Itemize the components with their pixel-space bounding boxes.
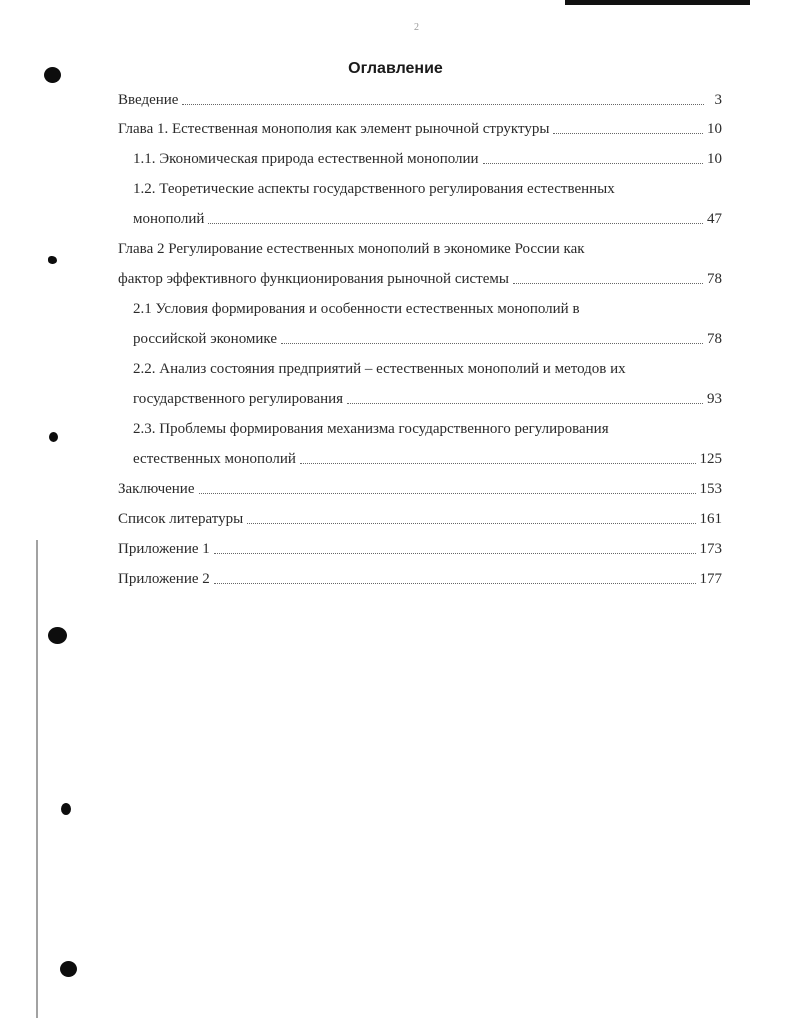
toc-leader-dots bbox=[483, 162, 703, 164]
toc-page-number: 78 bbox=[707, 271, 722, 287]
toc-page-number: 10 bbox=[707, 151, 722, 167]
toc-entry-text: Заключение bbox=[118, 481, 195, 497]
punch-hole-mark bbox=[60, 961, 77, 977]
toc-page-number: 93 bbox=[707, 391, 722, 407]
toc-entry-text: фактор эффективного функционирования рыночной системы bbox=[118, 271, 509, 287]
toc-entry-text: 1.2. Теоретические аспекты государственного регулирования естественных bbox=[133, 181, 615, 197]
punch-hole-mark bbox=[61, 803, 71, 815]
toc-page-number: 3 bbox=[714, 92, 722, 108]
toc-leader-dots bbox=[214, 552, 696, 554]
toc-leader-dots bbox=[513, 282, 703, 284]
toc-entry-section-1-2-cont[interactable] bbox=[133, 208, 722, 230]
toc-entry-bibliography[interactable] bbox=[118, 508, 722, 530]
toc-entry-text: российской экономике bbox=[133, 331, 278, 347]
toc-entry-introduction[interactable] bbox=[118, 89, 722, 111]
toc-leader-dots bbox=[208, 222, 703, 224]
toc-page-number: 153 bbox=[699, 481, 722, 497]
toc-leader-dots bbox=[214, 582, 696, 584]
toc-entry-appendix-2[interactable] bbox=[118, 568, 722, 590]
toc-page-number: 125 bbox=[699, 451, 722, 467]
toc-entry-section-2-3[interactable] bbox=[133, 418, 722, 440]
toc-entry-chapter-2[interactable] bbox=[118, 238, 722, 260]
toc-entry-text: Список литературы bbox=[118, 511, 244, 527]
toc-entry-section-2-2[interactable] bbox=[133, 358, 722, 380]
toc-entry-section-2-1[interactable] bbox=[133, 298, 722, 320]
toc-entry-text: Глава 1. Естественная монополия как элемент рыночной структуры bbox=[118, 121, 550, 137]
toc-entry-text: государственного регулирования bbox=[133, 391, 344, 407]
toc-leader-dots bbox=[300, 462, 696, 464]
toc-entry-section-2-3-cont[interactable] bbox=[133, 448, 722, 470]
toc-page-number: 10 bbox=[707, 121, 722, 137]
scan-edge-bar bbox=[565, 0, 750, 5]
toc-entry-text: Введение bbox=[118, 92, 179, 108]
toc-page-number: 177 bbox=[699, 571, 722, 587]
toc-leader-dots bbox=[553, 132, 703, 134]
toc-leader-dots bbox=[281, 342, 703, 344]
toc-page-number: 47 bbox=[707, 211, 722, 227]
toc-entry-text: Приложение 2 bbox=[118, 571, 210, 587]
punch-hole-mark bbox=[49, 432, 58, 442]
toc-entry-text: 2.2. Анализ состояния предприятий – естественных монополий и методов их bbox=[133, 361, 626, 377]
toc-entry-text: Приложение 1 bbox=[118, 541, 210, 557]
toc-title: Оглавление bbox=[348, 60, 443, 77]
toc-leader-dots bbox=[347, 402, 703, 404]
toc-entry-text: монополий bbox=[133, 211, 205, 227]
toc-page-number: 161 bbox=[699, 511, 722, 527]
toc-entry-chapter-2-cont[interactable] bbox=[118, 268, 722, 290]
toc-entry-section-1-2[interactable] bbox=[133, 178, 722, 200]
toc-entry-text: естественных монополий bbox=[133, 451, 296, 467]
toc-entry-text: 1.1. Экономическая природа естественной монополии bbox=[133, 151, 479, 167]
toc-entry-chapter-1[interactable] bbox=[118, 118, 722, 140]
toc-entry-section-1-1[interactable] bbox=[133, 148, 722, 170]
toc-entry-text: 2.1 Условия формирования и особенности естественных монополий в bbox=[133, 301, 580, 317]
page-number-mark: 2 bbox=[414, 22, 419, 33]
toc-entry-appendix-1[interactable] bbox=[118, 538, 722, 560]
punch-hole-mark bbox=[48, 256, 57, 264]
punch-hole-mark bbox=[48, 627, 67, 644]
toc-entry-text: 2.3. Проблемы формирования механизма государственного регулирования bbox=[133, 421, 609, 437]
toc-page-number: 78 bbox=[707, 331, 722, 347]
toc-entry-conclusion[interactable] bbox=[118, 478, 722, 500]
scan-left-edge bbox=[36, 540, 38, 1018]
toc-leader-dots bbox=[199, 492, 696, 494]
toc-leader-dots bbox=[247, 522, 695, 524]
toc-entry-text: Глава 2 Регулирование естественных монополий в экономике России как bbox=[118, 241, 585, 257]
toc-leader-dots bbox=[182, 103, 704, 105]
toc-page-number: 173 bbox=[699, 541, 722, 557]
toc-entry-section-2-2-cont[interactable] bbox=[133, 388, 722, 410]
toc-entry-section-2-1-cont[interactable] bbox=[133, 328, 722, 350]
